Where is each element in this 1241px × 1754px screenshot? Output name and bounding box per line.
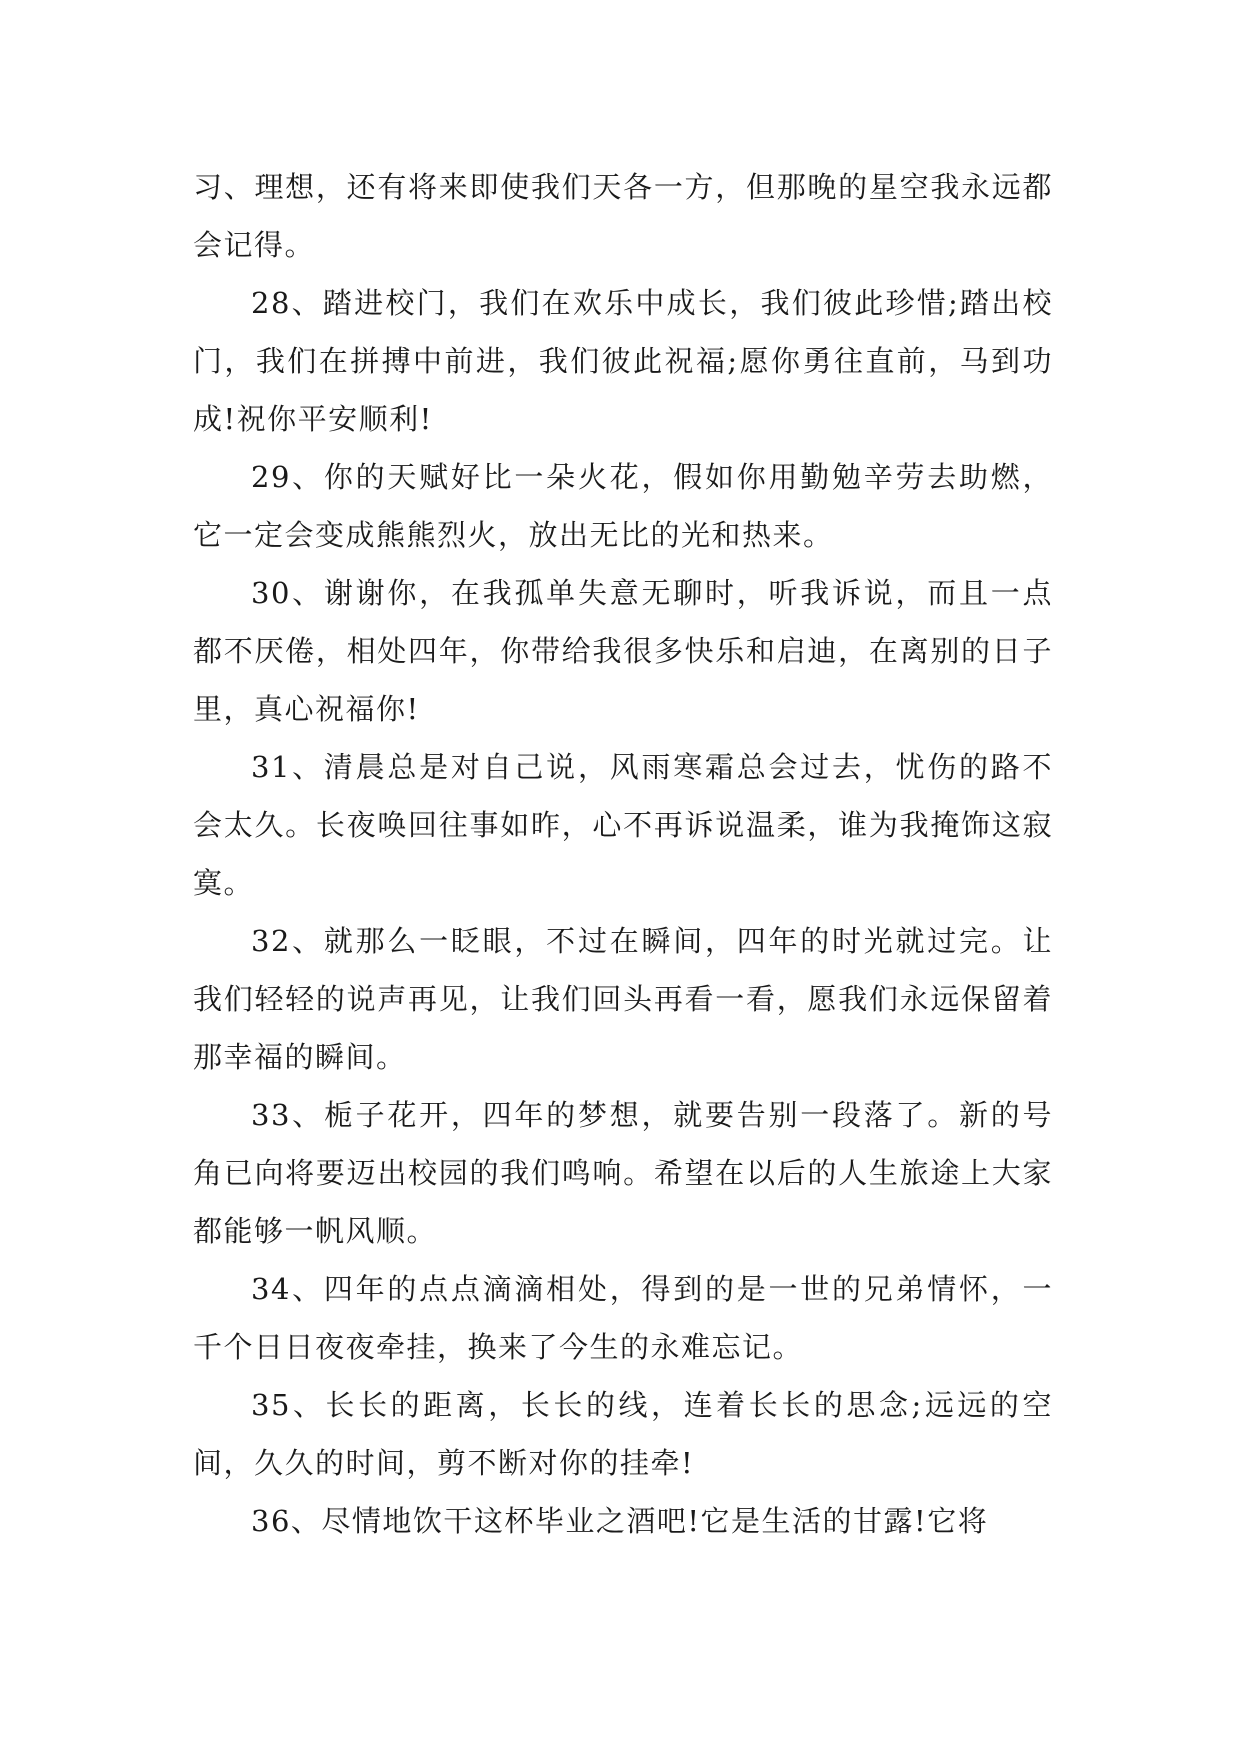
document-body — [193, 158, 1053, 1550]
paragraph-36: 36、尽情地饮干这杯毕业之酒吧!它是生活的甘露!它将 — [251, 1504, 989, 1538]
paragraph-28: 28、踏进校门，我们在欢乐中成长，我们彼此珍惜;踏出校门，我们在拼搏中前进，我们彼此祝福;愿你勇往直前，马到功成!祝你平安顺利! — [193, 286, 1053, 436]
paragraph-32: 32、就那么一眨眼，不过在瞬间，四年的时光就过完。让我们轻轻的说声再见，让我们回头再看一看，愿我们永远保留着那幸福的瞬间。 — [193, 924, 1053, 1074]
paragraph-29: 29、你的天赋好比一朵火花，假如你用勤勉辛劳去助燃，它一定会变成熊熊烈火，放出无比的光和热来。 — [193, 460, 1053, 552]
paragraph-34: 34、四年的点点滴滴相处，得到的是一世的兄弟情怀，一千个日日夜夜牵挂，换来了今生的永难忘记。 — [193, 1272, 1053, 1364]
paragraph-35: 35、长长的距离，长长的线，连着长长的思念;远远的空间，久久的时间，剪不断对你的挂牵! — [193, 1388, 1053, 1480]
paragraph-30: 30、谢谢你，在我孤单失意无聊时，听我诉说，而且一点都不厌倦，相处四年，你带给我很多快乐和启迪，在离别的日子里，真心祝福你! — [193, 576, 1053, 726]
paragraph-33: 33、栀子花开，四年的梦想，就要告别一段落了。新的号角已向将要迈出校园的我们鸣响。希望在以后的人生旅途上大家都能够一帆风顺。 — [193, 1098, 1053, 1248]
paragraph-27-continuation: 习、理想，还有将来即使我们天各一方，但那晚的星空我永远都会记得。 — [193, 170, 1053, 262]
paragraph-31: 31、清晨总是对自己说，风雨寒霜总会过去，忧伤的路不会太久。长夜唤回往事如昨，心不再诉说温柔，谁为我掩饰这寂寞。 — [193, 750, 1053, 900]
